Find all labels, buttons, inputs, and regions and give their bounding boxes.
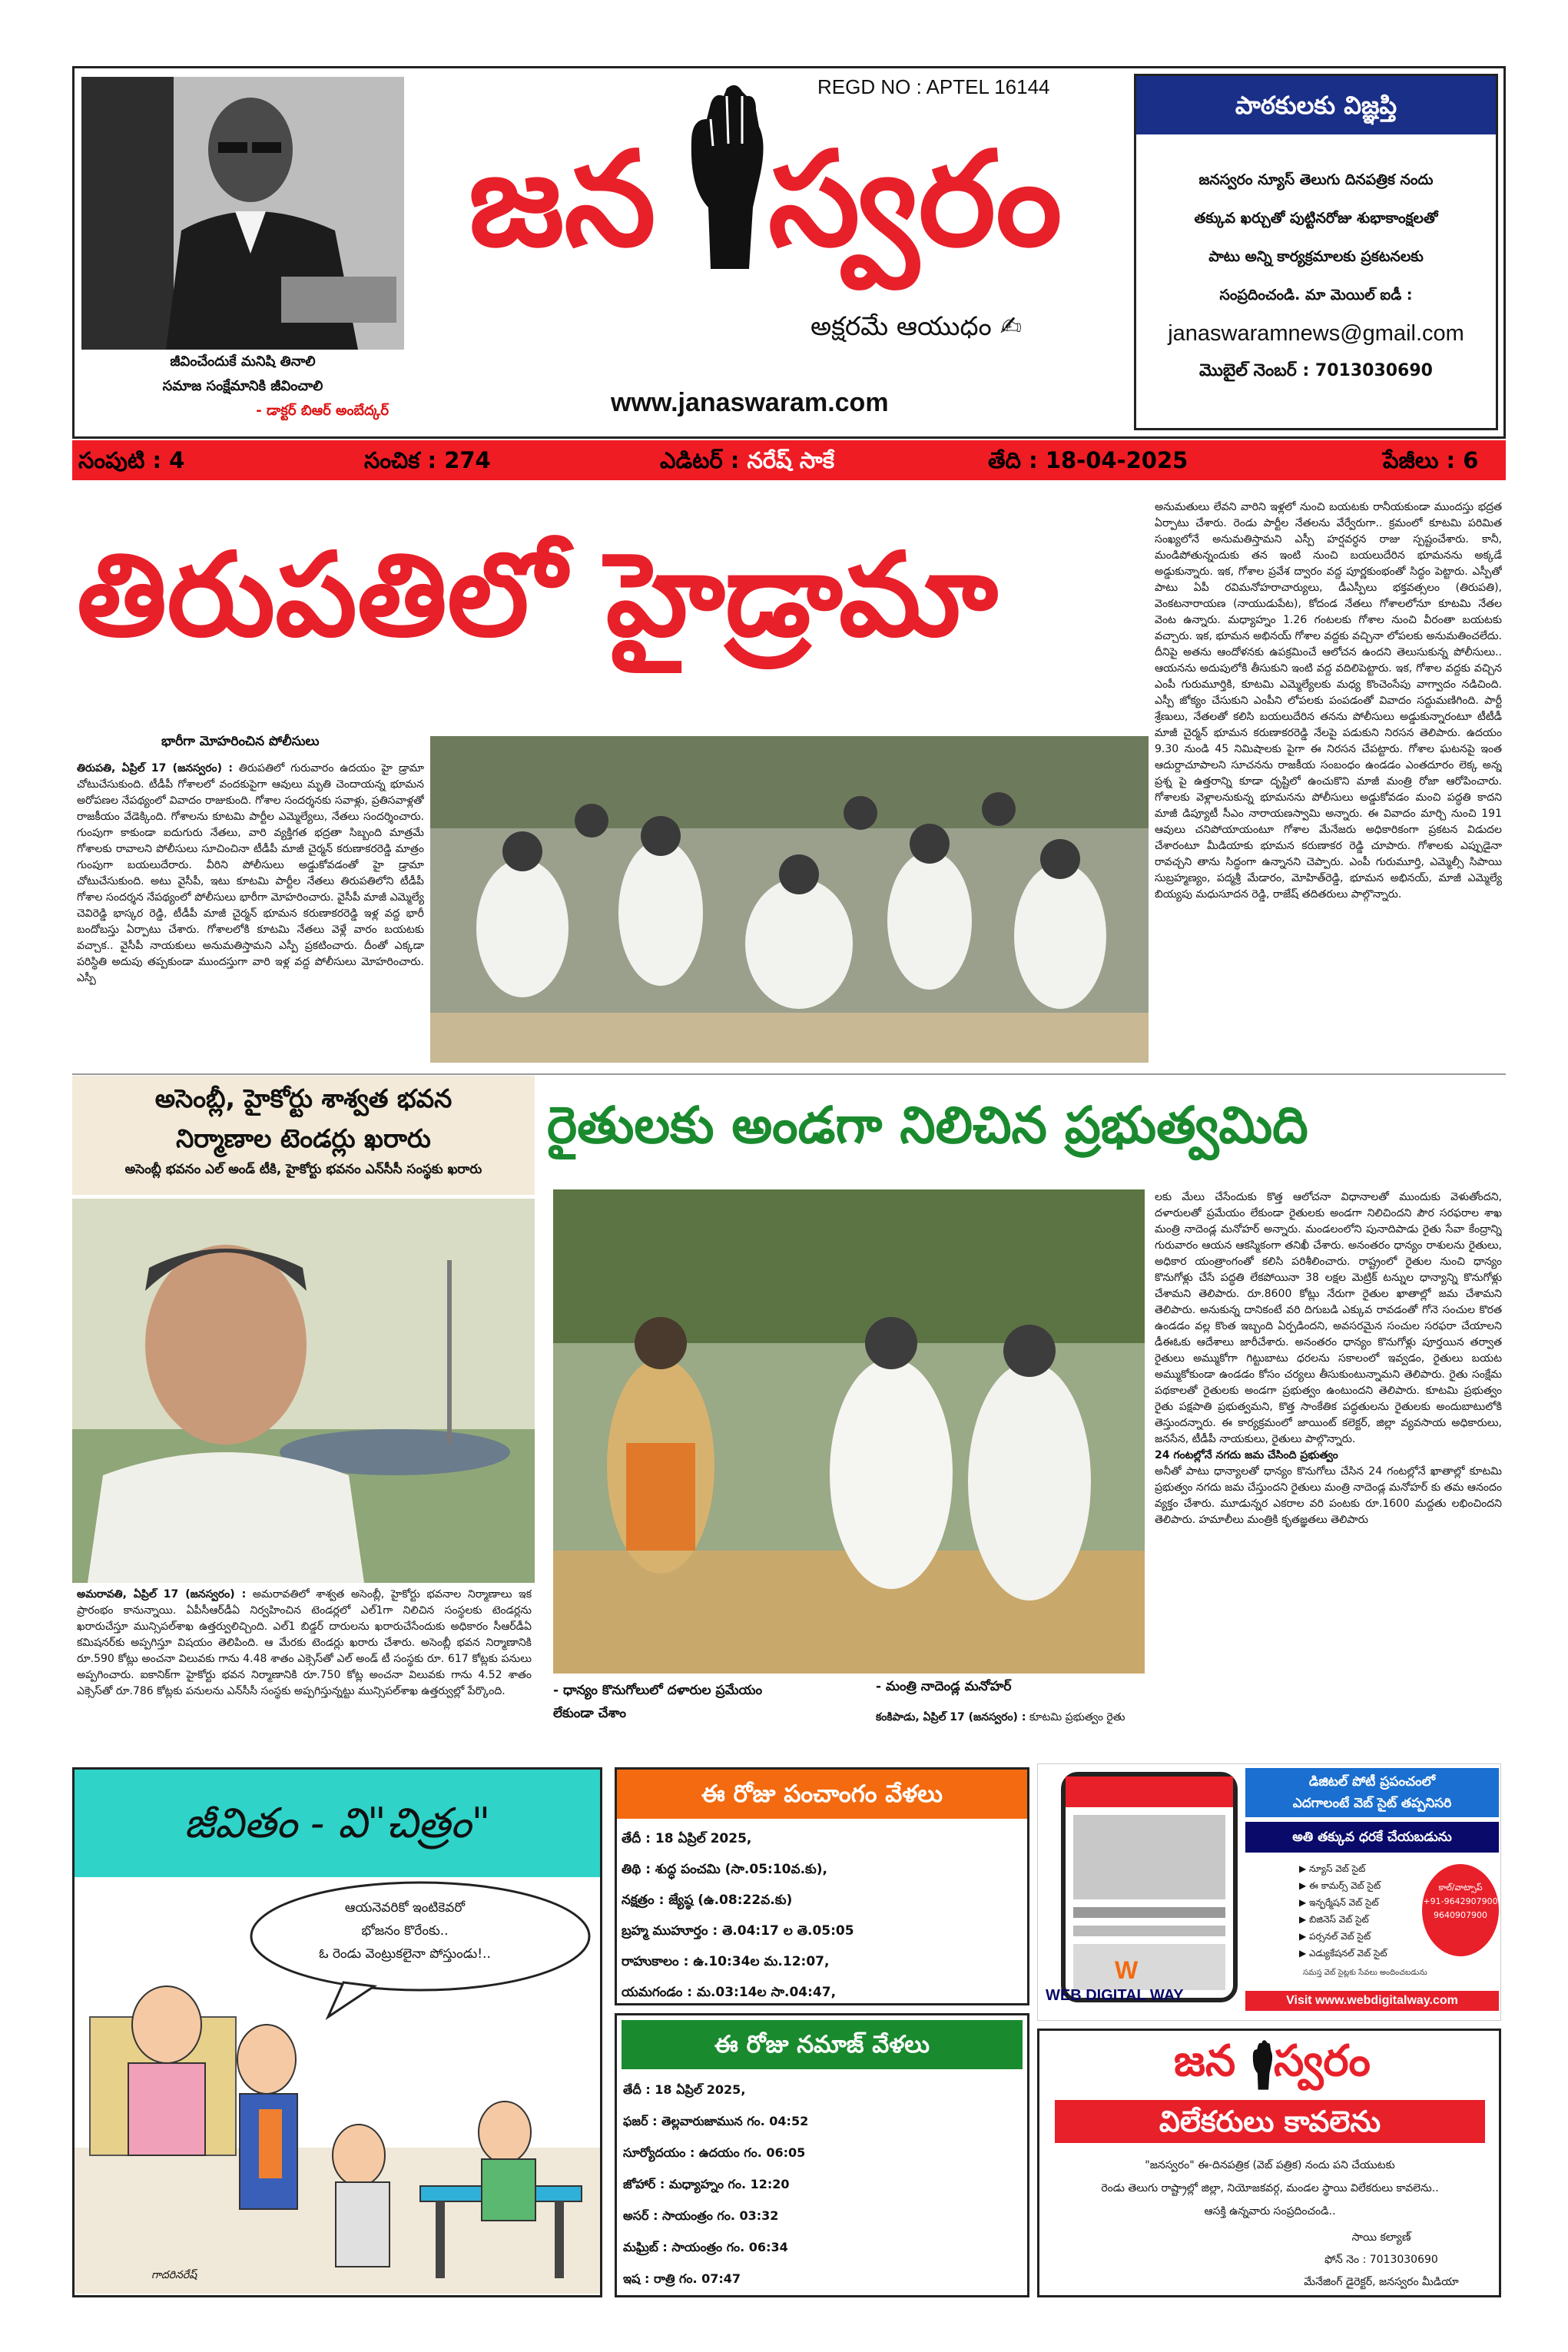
reporters-line-2: రెండు తెలుగు రాష్ట్రాల్లో జిల్లా, నియోజకవర్గ, మండల స్థాయి విలేకరులు కావలెను.. [1101, 2182, 1439, 2194]
farmers-caption-left [553, 1679, 845, 1725]
reporters-details [1047, 2154, 1493, 2223]
editor-name: నరేష్ సాకే [747, 447, 835, 473]
ad-service-item: ▶ బిజినెస్ వెబ్ సైట్ [1299, 1914, 1369, 1925]
farmers-caption-left-line-2: లేకుండా చేశాం [553, 1706, 627, 1721]
panchangam-lines [617, 1819, 1027, 2012]
ad-phone-mockup [1061, 1772, 1238, 2002]
lead-body-right-text: అనుమతులు లేవని వారిని ఇళ్లలో నుంచి బయటకు రానీయకుండా ముందస్తు భద్రత ఏర్పాటు చేశారు. రెండు పార్టీల నేతలను వేర్వేరుగా.. క్రమంలో కూటమి పరిమిత సంఖ్యలోనే అనుమతిస్తామని ఎస్పీ హర్షవర్ధన రాజు స్పష్టంచేశారు. కానీ, మండిపోతున్నందుకు తన ఇంటి నుంచి బయలుదేరిన భూమనను అక్కడే అడ్డుకున్నారు. ఇక, గోశాల ప్రవేశ ద్వారం వద్ద పూర్ణకుంభంతో సిద్ధం పెట్టారు. ఎస్పీతో పాటు ఏపీ రవిమనోహరాచార్యులు, డీఎస్పీలు భక్తవత్సలం (తిరుపతి), వెంకటనారాయణ (నాయుడుపేట), కోదండ నేతలు గోశాలలోనూ కూటమి నేతల వెంట ఉన్నారు. మధ్యాహ్నం 1.26 గంటలకు గోశాల నుంచి వీరంతా బయటకు వచ్చారు. ఇక, భూమన అభినయ్ గోశాల వద్దకు వచ్చినా లోపలకు అనుమతించలేదు. దీనిపై అతను ఆందోళనకు ఉపక్రమించే ఆలోచన ఉందని తెలుసుకున్న పోలీసులు.. ఆయనను అదుపులోకి తీసుకుని ఇంటి వద్ద వదిలిపెట్టారు. ఇక, గోశాల వద్దకు వచ్చిన ఎంపీ గురుమూర్తికి, కూటమి ఎమ్మెల్యేలకు మధ్య కొంచెంసేపు వాగ్వాదం నడిచింది. ఎస్పీ జోక్యం చేసుకుని ఎంపీని లోపలకు పంపడంతో వివాదం సద్దుమణిగింది. పార్టీ శ్రేణులు, నేతలతో కలిసి బయలుదేరిన తనను పోలీసులు అడ్డుకున్నారంటూ టీటీడీ మాజీ చైర్మన్ భూమన కరుణాకరరెడ్డి నేలపై పడుకుని నిరసన తెలిపారు. ఉదయం 9.30 నుండి 45 నిమిషాలకు పైగా ఈ నిరసన చేపట్టారు. గోశాల ఘటనపై ఇంత ఆదుర్దాచూపాలని సూచనను రాజకీయ సంబంధం ఉండడం ఎంతదూరం లెక్క అన్న ప్రశ్న పై ఉత్తరాన్ని కూడా దృష్టిలో ఉంచుకొని మాజీ మంత్రి రోజా ఆరోపించారు. గోశాలకు వెళ్లాలనుకున్న భూమనను పోలీసులు అడ్డుకోవడం మంచి పద్ధతి కాదని మాజీ డిప్యూటీ సీఎం నారాయణస్వామి అన్నారు. ఈ వివాదం మార్చి నుంచి 191 ఆవులు చనిపోయాయంటూ గోశాల మేనేజరు అధికారికంగా ప్రకటన విడుదల చేశారంటూ మీడియాకు భూమన కరుణాకర రెడ్డి చూపారు. గోశాలకు ఎప్పుడైనా రావచ్చని తాను సిద్ధంగా ఉన్నానని చెప్పారు. ఎంపీ గురుమూర్తి, ఎమ్మెల్సీ సిపాయి సుబ్రహ్మణ్యం, పద్మశ్రీ మేడారం, మోహిత్‌రెడ్డి, భూమన అభినయ్, మాజీ ఎమ్మెల్యే బియ్యపు మధుసూదన రెడ్డి, రాజేష్ తదితరులు పాల్గొన్నారు. [1155, 501, 1502, 901]
panchangam-line: తేదీ : 18 ఏప్రిల్ 2025, [622, 1831, 752, 1846]
ambedkar-portrait [81, 77, 404, 350]
reporters-contact-name: సాయి కల్యాణ్ [1351, 2231, 1411, 2244]
portrait-author: - డాక్టర్ బిఆర్ అంబేద్కర్ [256, 403, 389, 419]
chief-minister-photo [72, 1199, 535, 1583]
cartoon-speech-bubble [267, 1896, 543, 1966]
notice-mobile: మొబైల్ నెంబర్ : 7013030690 [1199, 361, 1433, 380]
namaz-line: తేదీ : 18 ఏప్రిల్ 2025, [623, 2082, 746, 2097]
reporters-logo-swaram: స్వరం [1274, 2036, 1371, 2086]
namaz-line: మఘ్రిబ్ : సాయంత్రం గం. 06:34 [623, 2240, 788, 2254]
reporters-line-3: ఆసక్తి ఉన్నవారు సంప్రదించండి.. [1204, 2205, 1336, 2218]
notice-line-1: జనస్వరం న్యూస్ తెలుగు దినపత్రిక నందు [1198, 171, 1434, 188]
ad-service-item: ▶ పర్సనల్ వెబ్ సైట్ [1299, 1931, 1371, 1942]
farmers-caption-right: - మంత్రి నాదెండ్ల మనోహర్ [876, 1679, 1012, 1694]
panchangam-line: రాహుకాలం : ఉ.10:34ల మ.12:07, [622, 1954, 830, 1969]
farmers-caption-left-line-1: - ధాన్యం కొనుగోలులో దళారుల ప్రమేయం [553, 1683, 763, 1698]
panchangam-line: బ్రహ్మ ముహూర్తం : తె.04:17 ల తె.05:05 [622, 1923, 854, 1939]
panchangam-line: తిథి : శుద్ధ పంచమి (సా.05:10వ.కు), [622, 1862, 828, 1877]
reporters-fist-icon [1247, 2037, 1278, 2091]
logo-jana: జన [469, 124, 656, 276]
reporters-contact [1270, 2227, 1493, 2294]
reporters-wanted-box [1037, 2029, 1501, 2297]
cartoon-bubble-line-2: భోజనం కొరేంకు.. [361, 1923, 449, 1939]
ad-phone-2: 9640907900 [1434, 1910, 1487, 1920]
logo-swaram: స్వరం [768, 124, 1062, 276]
info-bar [72, 440, 1506, 480]
ad-service-list [1299, 1860, 1437, 1962]
assembly-subhead: అసెంబ్లీ భవనం ఎల్ అండ్ టీకి, హైకోర్టు భవనం ఎన్‌సీసీ సంస్థకు ఖరారు [124, 1162, 482, 1177]
editor-label: ఎడిటర్ : [660, 447, 748, 473]
ad-service-item: ▶ న్యూస్ వెబ్ సైట్ [1299, 1863, 1366, 1874]
cartoon-bubble-line-1: ఆయనెవరికో ఇంటికెవరో [344, 1900, 466, 1916]
page-count: పేజీలు : 6 [1383, 447, 1479, 473]
ad-brand-logo-icon: W [1115, 1956, 1139, 1984]
portrait-quote-line-2: సమాజ సంక్షేమానికి జీవించాలి [162, 378, 323, 394]
farmers-headline: రైతులకు అండగా నిలిచిన ప్రభుత్వమిది [547, 1096, 1308, 1155]
ad-contact-label: కాల్/వాట్సాప్ [1438, 1883, 1483, 1893]
ad-headline [1245, 1768, 1499, 1817]
notice-line-3: పాటు అన్ని కార్యక్రమాలకు ప్రకటనలకు [1208, 248, 1424, 265]
reader-notice-box [1134, 74, 1498, 430]
portrait-quote-line-1: జీవించేందుకే మనిషి తినాలి [170, 353, 316, 370]
cartoonist-signature: గాదరినరేష్ [151, 2269, 197, 2281]
notice-line-4: సంప్రదించండి. మా మెయిల్ ఐడీ : [1219, 287, 1413, 304]
issue-number: సంచిక : 274 [364, 447, 491, 473]
reporters-title: విలేకరులు కావలెను [1055, 2100, 1485, 2143]
notice-line-2: తక్కువ ఖర్చుతో పుట్టినరోజు శుభాకాంక్షలతో [1194, 210, 1438, 227]
assembly-story-box [72, 1076, 535, 1195]
namaz-line: ఫజర్ : తెల్లవారుజామున గం. 04:52 [623, 2114, 809, 2128]
farmers-dateline-label: కంకిపాడు, ఏప్రిల్ 17 (జనస్వరం) : [876, 1711, 1026, 1723]
farmers-body [1155, 1189, 1502, 1748]
lead-body-right [1155, 499, 1502, 1064]
cartoon-box [72, 1767, 602, 2297]
panchangam-line: యమగండం : మ.03:14ల సా.04:47, [622, 1985, 837, 2000]
ad-headline-line-1: డిజిటల్ పోటీ ప్రపంచంలో [1308, 1774, 1436, 1790]
fist-icon [676, 73, 776, 273]
notice-email[interactable]: janaswaramnews@gmail.com [1168, 321, 1464, 346]
ad-contact [1422, 1864, 1499, 1956]
farmers-dateline-tail: కూటమి ప్రభుత్వం రైతు [1029, 1711, 1125, 1723]
farmers-body-text: లకు మేలు చేసేందుకు కొత్త ఆలోచనా విధానాలతో ముందుకు వెళుతోందని, దళారులతో ప్రమేయం లేకుండా రైతులకు అండగా నిలిచిందని పౌర సరఫరాల శాఖ మంత్రి నాదెండ్ల మనోహర్ అన్నారు. మండలంలోని పునాదిపాడు రైతు సేవా కేంద్రాన్ని గురువారం ఆయన ఆకస్మికంగా తనిఖీ చేశారు. అనంతరం ధాన్యం రాశులను రైతులు, అధికార యంత్రాంగంతో కలిసి పరిశీలించారు. రాష్ట్రంలో రైతుల నుంచి ధాన్యం కొనుగోళ్లు చేసే పద్ధతి లేకపోయినా 38 లక్షల మెట్రిక్ టన్నుల ధాన్యాన్ని కొనుగోళ్లు చేశామని తెలిపారు. రూ.8600 కోట్లు నేరుగా రైతుల ఖాతాల్లో జమ చేశామని తెలిపారు. అనుకున్న దానికంటే వరి దిగుబడి ఎక్కువ రావడంతో గోనె సంచుల కొరత ఉండడం వల్ల కొంత ఇబ్బంది ఏర్పడిందని, అవసరమైన సంచుల సరఫరా చేయాలని డీఈఓకు ఆదేశాలు జారీచేశారు. అనంతరం ధాన్యం కొనుగోళ్లు పూర్తయిన తర్వాత రైతులు అమ్ముకోగా గిట్టుబాటు ధరలను సకాలంలో ఇవ్వడం, రైతులు బయట అమ్ముకోకుండా ఉండడం కోసం చర్యలు తీసుకుంటున్నామని తెలిపారు. రైతు సంక్షేమ పథకాలతో రైతులకు అండగా ప్రభుత్వం ఉంటుందని తెలిపారు. కూటమి ప్రభుత్వం రైతు పక్షపాతి ప్రభుత్వమని, కొత్త సాంకేతిక పద్ధతులను రైతులకు అందుబాటులోకి తెస్తుందన్నారు. ఈ కార్యక్రమంలో జాయింట్ కలెక్టర్, జిల్లా వ్యవసాయ అధికారులు, జనసేన, టీడీపీ నాయకులు, రైతులు పాల్గొన్నారు. [1155, 1191, 1502, 1445]
regd-number: REGD NO : APTEL 16144 [817, 75, 1050, 98]
reporters-contact-role: మేనేజింగ్ డైరెక్టర్, జనస్వరం మీడియా [1304, 2276, 1459, 2288]
namaz-box [615, 2013, 1029, 2297]
panchangam-line: నక్షత్రం : జ్యేష్ఠ (ఉ.08:22వ.కు) [622, 1893, 793, 1908]
namaz-line: అసర్ : సాయంత్రం గం. 03:32 [623, 2208, 779, 2223]
namaz-title: ఈ రోజు నమాజ్ వేళలు [622, 2020, 1023, 2069]
namaz-line: సూర్యోదయం : ఉదయం గం. 06:05 [623, 2145, 806, 2160]
editor [660, 440, 834, 480]
ad-banner: అతి తక్కువ ధరకే చేయబడును [1245, 1822, 1499, 1853]
reporters-logo-jana: జన [1174, 2036, 1236, 2086]
tagline: అక్షరమే ఆయుధం ✍ [811, 311, 1023, 342]
panchangam-title: ఈ రోజు పంచాంగం వేళలు [617, 1770, 1027, 1819]
lead-headline: తిరుపతిలో హైడ్రామా [77, 529, 998, 662]
website-link[interactable]: www.janaswaram.com [611, 388, 889, 417]
reader-notice-title: పాఠకులకు విజ్ఞప్తి [1136, 76, 1496, 134]
namaz-line: ఇష : రాత్రి గం. 07:47 [623, 2271, 741, 2286]
assembly-headline-line-2: నిర్మాణాల టెండర్లు ఖరారు [176, 1123, 431, 1153]
issue-date: తేది : 18-04-2025 [988, 447, 1188, 473]
lead-dateline: తిరుపతి, ఏప్రిల్ 17 (జనస్వరం) : [77, 762, 233, 775]
protest-photo [430, 736, 1149, 1063]
namaz-line: జోహార్ : మధ్యాహ్నం గం. 12:20 [623, 2177, 790, 2191]
farmers-dateline [876, 1710, 1149, 1729]
assembly-body [77, 1587, 532, 1748]
ad-brand: WEB DIGITAL WAY [1046, 1987, 1184, 2004]
cartoon-title: జీవితం - వి"చిత్రం" [75, 1770, 600, 1877]
farmers-body2-text: అనీతో పాటు ధాన్యాలతో ధాన్యం కొనుగోలు చేసిన 24 గంటల్లోనే ఖాతాల్లో కూటమి ప్రభుత్వం నగదు జమ చేస్తుందని రైతులు మంత్రి నాదెండ్ల మనోహర్ కు తమ ఆనందం వ్యక్తం చేశారు. మూడున్నర ఎకరాల వరి పంటకు రూ.1600 మద్దతు లభించిందని తెలిపారు. హమాలీలు మంత్రికి కృతజ్ఞతలు తెలిపారు [1155, 1465, 1502, 1526]
reporters-contact-phone: ఫోన్ నెం : 7013030690 [1324, 2254, 1438, 2266]
assembly-body-text: అమరావతిలో శాశ్వత అసెంబ్లీ, హైకోర్టు భవనాల నిర్మాణాలు ఇక ప్రారంభం కానున్నాయి. ఏపీసీఆర్‌డీఏ నిర్వహించిన టెండర్లలో ఎల్1గా నిలిచిన సంస్థలకు టెండర్లను ఖరారుచేస్తూ మున్సిపల్‌శాఖ ఉత్తర్వులిచ్చింది. ఎల్1 బిడ్డర్ దారులను ఖరారుచేసేందుకు అధికారం సీఆర్‌డీఏ కమిషనర్‌కు అప్పగిస్తూ విషయం తెలిపింది. ఆ మేరకు టెండర్లు ఖరారు చేశారు. అసెంబ్లీ భవన నిర్మాణానికి రూ.590 కోట్లు అంచనా విలువకు గాను 4.48 శాతం ఎక్సెస్‌తో ఎల్ అండ్ టీ సంస్థకు రూ. 617 కోట్లకు పనులు అప్పగించారు. ఐకానిక్‌గా హైకోర్టు భవన నిర్మాణానికి రూ.750 కోట్ల అంచనా విలువకు గాను 4.52 శాతం ఎక్సెస్‌తో రూ.786 కోట్లకు పనులను ఎన్‌సీసీ సంస్థకు అప్పగిస్తున్నట్టు మున్సిపల్‌శాఖ ఉత్తర్వుల్లో పేర్కొంది. [77, 1588, 532, 1697]
section-divider [72, 1073, 1506, 1075]
assembly-headline-line-1: అసెంబ్లీ, హైకోర్టు శాశ్వత భవన [154, 1083, 452, 1113]
ad-visit-link[interactable]: Visit www.webdigitalway.com [1245, 1991, 1499, 2011]
lead-subhead: భారీగా మోహరించిన పోలీసులు [161, 734, 320, 749]
ad-service-item: ▶ ఈ కామర్స్ వెబ్ సైట్ [1299, 1880, 1381, 1891]
namaz-lines [617, 2074, 1027, 2294]
ad-headline-line-2: ఎదగాలంటే వెబ్ సైట్ తప్పనిసరి [1292, 1796, 1452, 1811]
panchangam-box [615, 1767, 1029, 2005]
ad-phone-1: +91-9642907900 [1423, 1896, 1498, 1906]
cartoon-bubble-line-3: ఓ రెండు వెంట్రుకలైనా పోస్తుండు!.. [319, 1946, 491, 1962]
logo-power: పవర్ [718, 201, 741, 242]
lead-body-left-text: తిరుపతిలో గురువారం ఉదయం హై డ్రామా చోటుచేసుకుంది. టీడీపీ గోశాలలో వందకుపైగా ఆవులు మృతి చెందాయన్న భూమన అరోపణల నేపథ్యంలో వివాదం రాజుకుంది. గోశాల సందర్శనకు సవాళ్లు, ప్రతిసవాళ్లతో రాజకీయం వేడెక్కింది. గోశాలను కూటమి పార్టీల ఎమ్మెల్యేలు, నేతలు సందర్శించారు. గుంపుగా కాకుండా ఐదుగురు నేతలు, వారి వ్యక్తిగత భద్రతా సిబ్బంది మాత్రమే గోశాలకు రావాలని పోలీసులు సూచించినా టీడీపీ మాజీ చైర్మన్ కరుణాకరరెడ్డి మాత్రం గుంపుగా బయలుదేరారు. వీరిని పోలీసులు అడ్డుకోవడంతో హై డ్రామా చోటుచేసుకుంది. అటు వైసీపీ, ఇటు కూటమి పార్టీల నేతలు తిరుపతిలోని టీడీపీ గోశాల సందర్శన నేపథ్యంలో పోలీసులు భారీగా మోహరించారు. వైసీపీ మాజీ ఎమ్మెల్యే చెవిరెడ్డి భాస్కర రెడ్డి, టీడీపీ మాజీ చైర్మన్ భూమన కరుణాకరరెడ్డి ఇళ్ల వద్ద భారీ బందోబస్తు ఏర్పాటు చేశారు. గోశాలలోకి కూటమి నేతలు వెళ్లే వారం బయటకు వచ్చాక.. వైసీపీ నాయకులు అనుమతిస్తామని ఎస్పీ ప్రకటించారు. దీంతో ఎక్కడా పరిస్థితి అదుపు తప్పకుండా ముందస్తుగా వారి ఇళ్ల వద్ద పోలీసులు మోహరించారు. ఎస్పీ [77, 762, 424, 984]
web-digital-way-ad[interactable] [1037, 1763, 1501, 2021]
reporters-line-1: "జనస్వరం" ఈ-దినపత్రిక (వెబ్ పత్రిక) నందు పని చేయుటకు [1145, 2159, 1395, 2171]
ad-footnote: సమస్త వెబ్ సైట్లకు సేవలు అందించబడును [1303, 1969, 1427, 1977]
portrait-caption-box [81, 350, 404, 430]
assembly-dateline: అమరావతి, ఏప్రిల్ 17 (జనస్వరం) : [77, 1588, 247, 1601]
ad-service-item: ▶ ఇన్ఫర్మేషన్ వెబ్ సైట్ [1299, 1897, 1379, 1908]
farmers-subhead: 24 గంటల్లోనే నగదు జమ చేసింది ప్రభుత్వం [1155, 1449, 1338, 1461]
volume-number: సంపుటి : 4 [78, 447, 185, 473]
minister-photo [553, 1189, 1145, 1674]
ad-service-item: ▶ ఎడ్యుకేషనల్ వెబ్ సైట్ [1299, 1948, 1387, 1959]
lead-body-left [77, 761, 424, 1064]
